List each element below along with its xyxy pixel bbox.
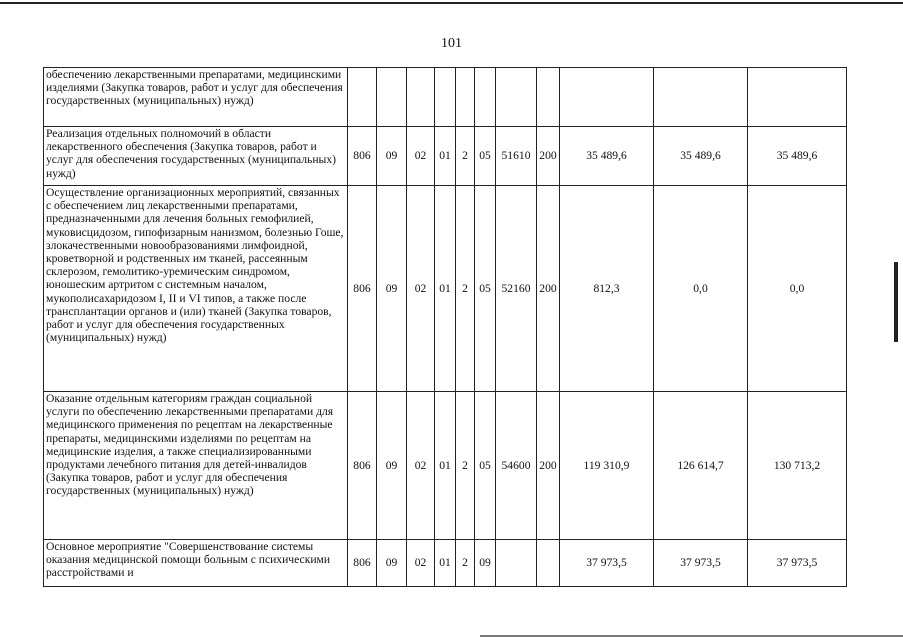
page-number: 101 (441, 36, 462, 51)
ministry-code: 806 (348, 186, 377, 392)
expense-type-code: 200 (537, 392, 560, 540)
amount-2023: 35 489,6 (654, 127, 748, 186)
direction-code: 51610 (496, 127, 537, 186)
amount-2024: 37 973,5 (748, 540, 847, 587)
subprogram-code: 2 (456, 392, 475, 540)
table-row (44, 127, 847, 186)
budget-table (43, 67, 847, 587)
section-code: 09 (377, 540, 407, 587)
amount-2024: 35 489,6 (748, 127, 847, 186)
direction-code: 52160 (496, 186, 537, 392)
event-code: 09 (475, 540, 496, 587)
expense-type-code: 200 (537, 186, 560, 392)
program-code: 01 (435, 127, 456, 186)
ministry-code: 806 (348, 392, 377, 540)
bottom-border-line (480, 635, 903, 637)
table-row (44, 392, 847, 540)
amount-2022 (560, 68, 654, 127)
section-code: 09 (377, 392, 407, 540)
program-code: 01 (435, 186, 456, 392)
amount-2022: 35 489,6 (560, 127, 654, 186)
row-description: обеспечению лекарственными препаратами, медицинскими изделиями (Закупка товаров, работ и услуг для обеспечения государственных (муниципальных) нужд) (44, 68, 348, 127)
row-description: Осуществление организационных мероприятий, связанных с обеспечением лиц лекарственными препаратами, предназначенными для лечения больных гемофилией, муковисцидозом, гипофизарным нанизмом, болезнью Гоше, злокачественными новообразованиями лимфоидной, кроветворной и родственных им тканей, рассеянным склерозом, гемолитико-уремическим синдромом, юношеским артритом с системным началом, мукополисахаридозом I, II и VI типов, а также после трансплантации органов и (или) тканей (Закупка товаров, работ и услуг для обеспечения государственных (муниципальных) нужд) (44, 186, 348, 392)
scan-edge-mark (894, 262, 898, 342)
expense-type-code: 200 (537, 127, 560, 186)
direction-code: 54600 (496, 392, 537, 540)
subprogram-code (456, 68, 475, 127)
amount-2024: 130 713,2 (748, 392, 847, 540)
row-description: Оказание отдельным категориям граждан социальной услуги по обеспечению лекарственными препаратами для медицинского применения по рецептам на лекарственные препараты, медицинскими изделиями по рецептам на медицинские изделия, а также специализированными продуктами лечебного питания для детей-инвалидов (Закупка товаров, работ и услуг для обеспечения государственных (муниципальных) нужд) (44, 392, 348, 540)
event-code (475, 68, 496, 127)
top-border-line (0, 2, 903, 4)
program-code: 01 (435, 392, 456, 540)
section-code: 09 (377, 186, 407, 392)
section-code: 09 (377, 127, 407, 186)
amount-2023: 0,0 (654, 186, 748, 392)
ministry-code: 806 (348, 127, 377, 186)
event-code: 05 (475, 186, 496, 392)
expense-type-code (537, 540, 560, 587)
subprogram-code: 2 (456, 540, 475, 587)
row-description: Основное мероприятие "Совершенствование системы оказания медицинской помощи больным с психическими расстройствами и (44, 540, 348, 587)
amount-2022: 37 973,5 (560, 540, 654, 587)
subsection-code: 02 (407, 127, 435, 186)
expense-type-code (537, 68, 560, 127)
amount-2022: 812,3 (560, 186, 654, 392)
program-code: 01 (435, 540, 456, 587)
section-code (377, 68, 407, 127)
subsection-code: 02 (407, 186, 435, 392)
subprogram-code: 2 (456, 186, 475, 392)
amount-2023: 126 614,7 (654, 392, 748, 540)
table-row (44, 186, 847, 392)
direction-code (496, 68, 537, 127)
event-code: 05 (475, 127, 496, 186)
row-description: Реализация отдельных полномочий в области лекарственного обеспечения (Закупка товаров, работ и услуг для обеспечения государственных (муниципальных) нужд) (44, 127, 348, 186)
event-code: 05 (475, 392, 496, 540)
amount-2023: 37 973,5 (654, 540, 748, 587)
direction-code (496, 540, 537, 587)
ministry-code: 806 (348, 540, 377, 587)
table-row (44, 540, 847, 587)
program-code (435, 68, 456, 127)
subprogram-code: 2 (456, 127, 475, 186)
ministry-code (348, 68, 377, 127)
subsection-code: 02 (407, 392, 435, 540)
subsection-code (407, 68, 435, 127)
amount-2022: 119 310,9 (560, 392, 654, 540)
amount-2024: 0,0 (748, 186, 847, 392)
table-row (44, 68, 847, 127)
amount-2023 (654, 68, 748, 127)
subsection-code: 02 (407, 540, 435, 587)
amount-2024 (748, 68, 847, 127)
